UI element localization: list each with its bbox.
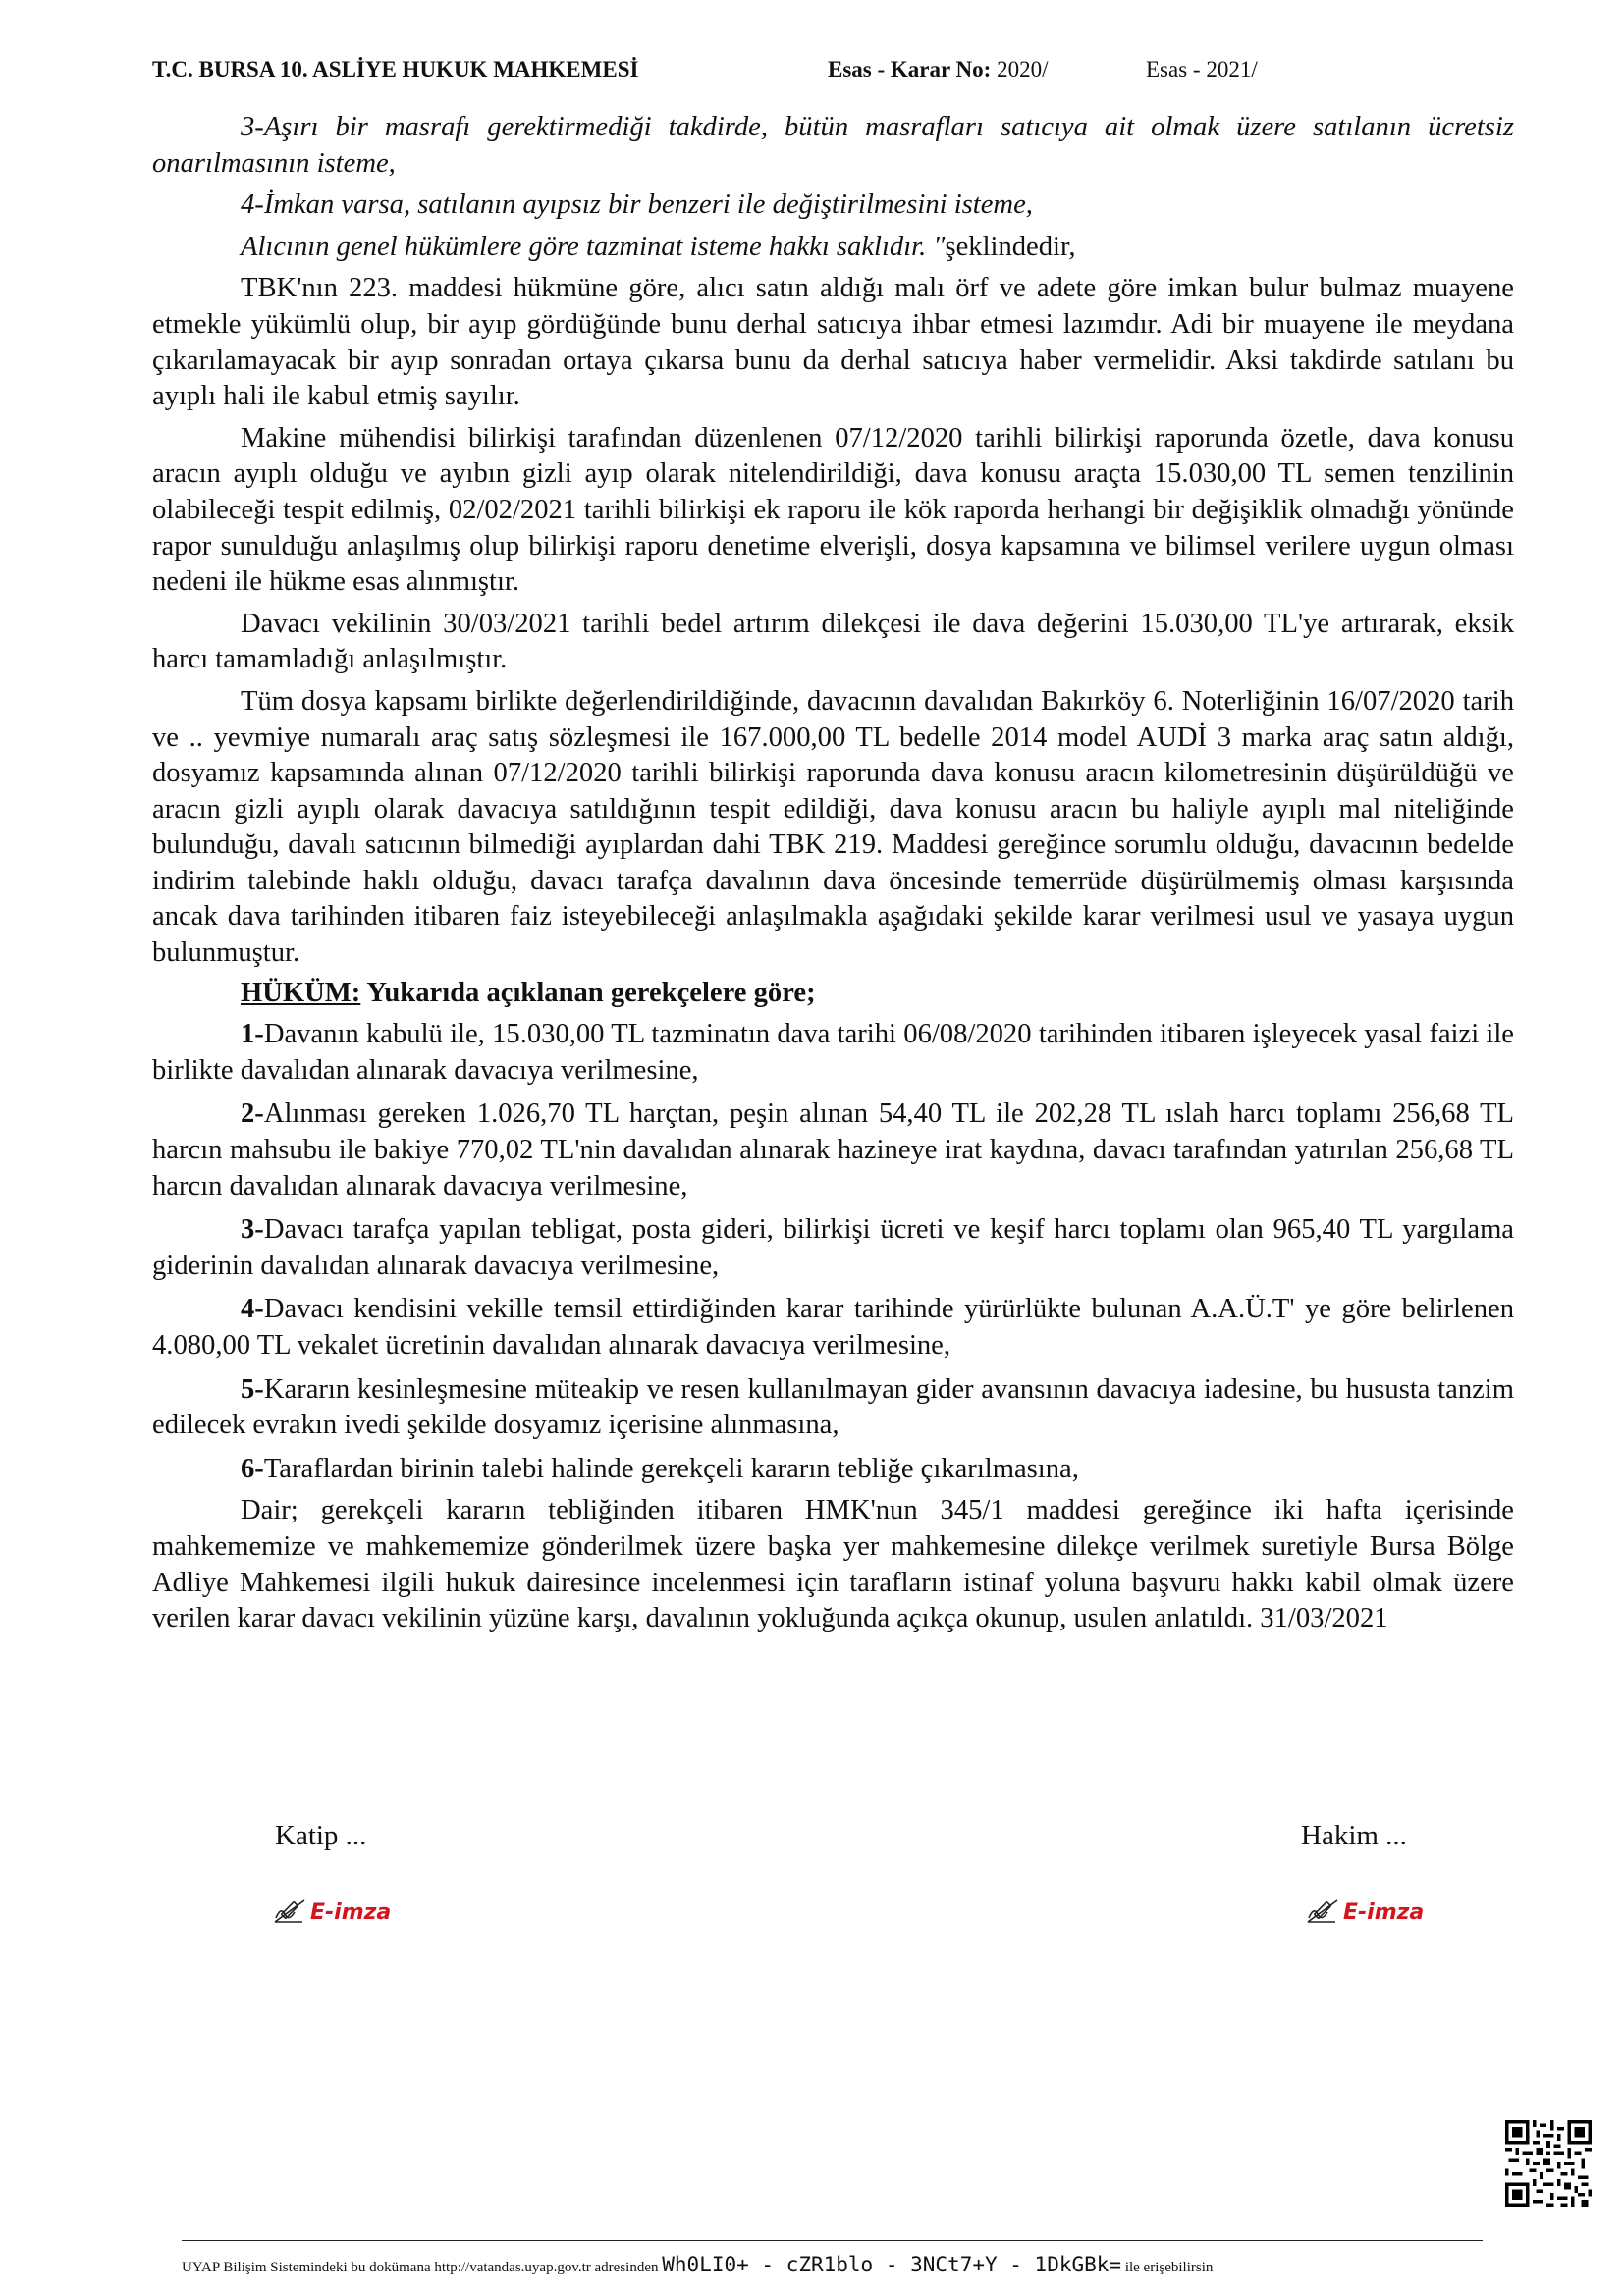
quote-end: şeklindedir, <box>945 231 1076 262</box>
clerk-title: Katip ... <box>275 1820 367 1851</box>
e-signature-label: E-imza <box>310 1900 392 1925</box>
paragraph <box>152 230 1514 266</box>
verdict-item <box>152 1292 1514 1363</box>
clerk-e-signature <box>273 1898 391 1927</box>
item-number: 5- <box>241 1373 264 1405</box>
verdict-heading-text: Yukarıda açıklanan gerekçelere göre; <box>360 977 816 1008</box>
item-number: 1- <box>241 1019 264 1050</box>
paragraph: Tüm dosya kapsamı birlikte değerlendirildiğinde, davacının davalıdan Bakırköy 6. Noterliğinin 16/07/2020 tarih ve .. yevmiye numaralı araç satış sözleşmesi ile 167.000,00 TL bedelle 2014 model AUDİ 3 marka araç satın aldığı, dosyamız kapsamında alınan 07/12/2020 tarihli bilirkişi raporunda dava konusu aracın kilometresinin düşürüldüğü ve aracın gizli ayıplı olarak davacıya satıldığının tespit edildiği, dava konusu aracın bu haliyle ayıplı mal niteliğinde bulunduğu, davalı satıcının bilmediği ayıplardan dahi TBK 219. Maddesi gereğince sorumlu olduğu, davacının bedelde indirim talebinde haklı olduğu, davacı tarafça davalının dava öncesinde temerrüde düşürülmemiş olması karşısında ancak dava tarihinden itibaren faiz isteyebileceği anlaşılmakla aşağıdaki şekilde karar verilmesi usul ve yasaya uygun bulunmuştur. <box>152 685 1514 969</box>
verdict-item <box>152 1372 1514 1444</box>
judge-title: Hakim ... <box>1301 1820 1407 1851</box>
document-body <box>152 110 1514 1637</box>
verdict-heading <box>152 976 1514 1012</box>
qr-code <box>1505 2120 1592 2207</box>
footer-suffix: ile erişebilirsin <box>1121 2260 1214 2275</box>
case-number <box>828 55 1048 84</box>
verdict-item <box>152 1212 1514 1284</box>
case-number-label: Esas - Karar No: <box>828 57 992 81</box>
item-text: Davacı kendisini vekille temsil ettirdiğinden karar tarihinde yürürlükte bulunan A.A.Ü.T' ye göre belirlenen 4.080,00 TL vekalet ücretinin davalıdan alınarak davacıya verilmesine, <box>152 1294 1514 1361</box>
judge-e-signature <box>1306 1898 1424 1927</box>
item-number: 3- <box>241 1214 264 1246</box>
item-text: Davacı tarafça yapılan tebligat, posta gideri, bilirkişi ücreti ve keşif harcı toplamı olan 965,40 TL yargılama giderinin davalıdan alınarak davacıya verilmesine, <box>152 1214 1514 1281</box>
item-text: Kararın kesinleşmesine müteakip ve resen kullanılmayan gider avansının davacıya iadesine, bu hususta tanzim edilecek evrakın ivedi şekilde dosyamız içerisine alınmasına, <box>152 1373 1514 1441</box>
verdict-label: HÜKÜM: <box>241 977 361 1008</box>
item-number: 2- <box>241 1098 264 1130</box>
item-text: Taraflardan birinin talebi halinde gerekçeli kararın tebliğe çıkarılmasına, <box>263 1453 1079 1484</box>
page-header <box>152 55 1527 84</box>
paragraph: 3-Aşırı bir masrafı gerektirmediği takdirde, bütün masrafları satıcıya ait olmak üzere satılanın ücretsiz onarılmasının isteme, <box>152 112 1514 179</box>
item-number: 4- <box>241 1294 264 1325</box>
closing-paragraph: Dair; gerekçeli kararın tebliğinden itibaren HMK'nun 345/1 maddesi gereğince iki hafta içerisinde mahkememize ve mahkememize gönderilmek üzere başka yer mahkemesine dilekçe verilmek suretiyle Bursa Bölge Adliye Mahkemesi ilgili hukuk dairesince incelenmesi için tarafların istinaf yoluna başvuru hakkı kabil olmak üzere verilen karar davacı vekilinin yüzüne karşı, davalının yokluğunda açıkça okunup, usulen anlatıldı. 31/03/2021 <box>152 1495 1514 1634</box>
case-year-2: Esas - 2021/ <box>1146 57 1258 81</box>
verdict-item <box>152 1452 1514 1488</box>
paragraph: Davacı vekilinin 30/03/2021 tarihli bedel artırım dilekçesi ile dava değerini 15.030,00 TL'ye artırarak, eksik harcı tamamladığı anlaşılmıştır. <box>152 608 1514 675</box>
e-signature-label: E-imza <box>1343 1900 1425 1925</box>
paragraph: Makine mühendisi bilirkişi tarafından düzenlenen 07/12/2020 tarihli bilirkişi raporunda özetle, dava konusu aracın ayıplı olduğu ve ayıbın gizli ayıp olarak nitelendirildiği, dava konusu araçta 15.030,00 TL semen tenzilinin olabileceği tespit edilmiş, 02/02/2021 tarihli bilirkişi ek raporu ile kök raporda herhangi bir değişiklik olmadığı yönünde rapor sunulduğu anlaşılmış olup bilirkişi raporu denetime elverişli, dosya kapsamına ve bilimsel verilere uygun olması nedeni ile hükme esas alınmıştır. <box>152 422 1514 598</box>
footer-prefix: UYAP Bilişim Sistemindeki bu dokümana http://vatandas.uyap.gov.tr adresinden <box>182 2260 663 2275</box>
verdict-item <box>152 1096 1514 1204</box>
verdict-item <box>152 1017 1514 1089</box>
case-year-1: 2020/ <box>997 57 1049 81</box>
court-name: T.C. BURSA 10. ASLİYE HUKUK MAHKEMESİ <box>152 57 639 81</box>
item-text: Alınması gereken 1.026,70 TL harçtan, peşin alınan 54,40 TL ile 202,28 TL ıslah harcı toplamı 256,68 TL harcın mahsubu ile bakiye 770,02 TL'nin davalıdan alınarak hazineye irat kaydına, davacı tarafından yatırılan 256,68 TL harcın davalıdan alınarak davacıya verilmesine, <box>152 1098 1514 1201</box>
paragraph: TBK'nın 223. maddesi hükmüne göre, alıcı satın aldığı malı örf ve adete göre imkan bulur bulmaz muayene etmekle yükümlü olup, bir ayıp gördüğünde bunu derhal satıcıya ihbar etmesi lazımdır. Adi bir muayene ile meydana çıkarılamayacak bir ayıp sonradan ortaya çıkarsa bunu da derhal satıcıya haber vermelidir. Aksi takdirde satılanı bu ayıplı hali ile kabul etmiş sayılır. <box>152 273 1514 412</box>
page-footer <box>182 2250 1488 2279</box>
pen-signature-icon <box>1306 1898 1339 1924</box>
item-text: Davanın kabulü ile, 15.030,00 TL tazminatın dava tarihi 06/08/2020 tarihinden itibaren işleyecek yasal faizi ile birlikte davalıdan alınarak davacıya verilmesine, <box>152 1019 1514 1086</box>
paragraph: 4-İmkan varsa, satılanın ayıpsız bir benzeri ile değiştirilmesini isteme, <box>241 189 1033 221</box>
access-code: Wh0LI0+ - cZR1blo - 3NCt7+Y - 1DkGBk= <box>662 2253 1122 2276</box>
item-number: 6- <box>241 1453 264 1484</box>
footer-divider <box>182 2240 1483 2241</box>
pen-signature-icon <box>273 1898 306 1924</box>
quote-text: Alıcının genel hükümlere göre tazminat isteme hakkı saklıdır. " <box>241 231 946 262</box>
